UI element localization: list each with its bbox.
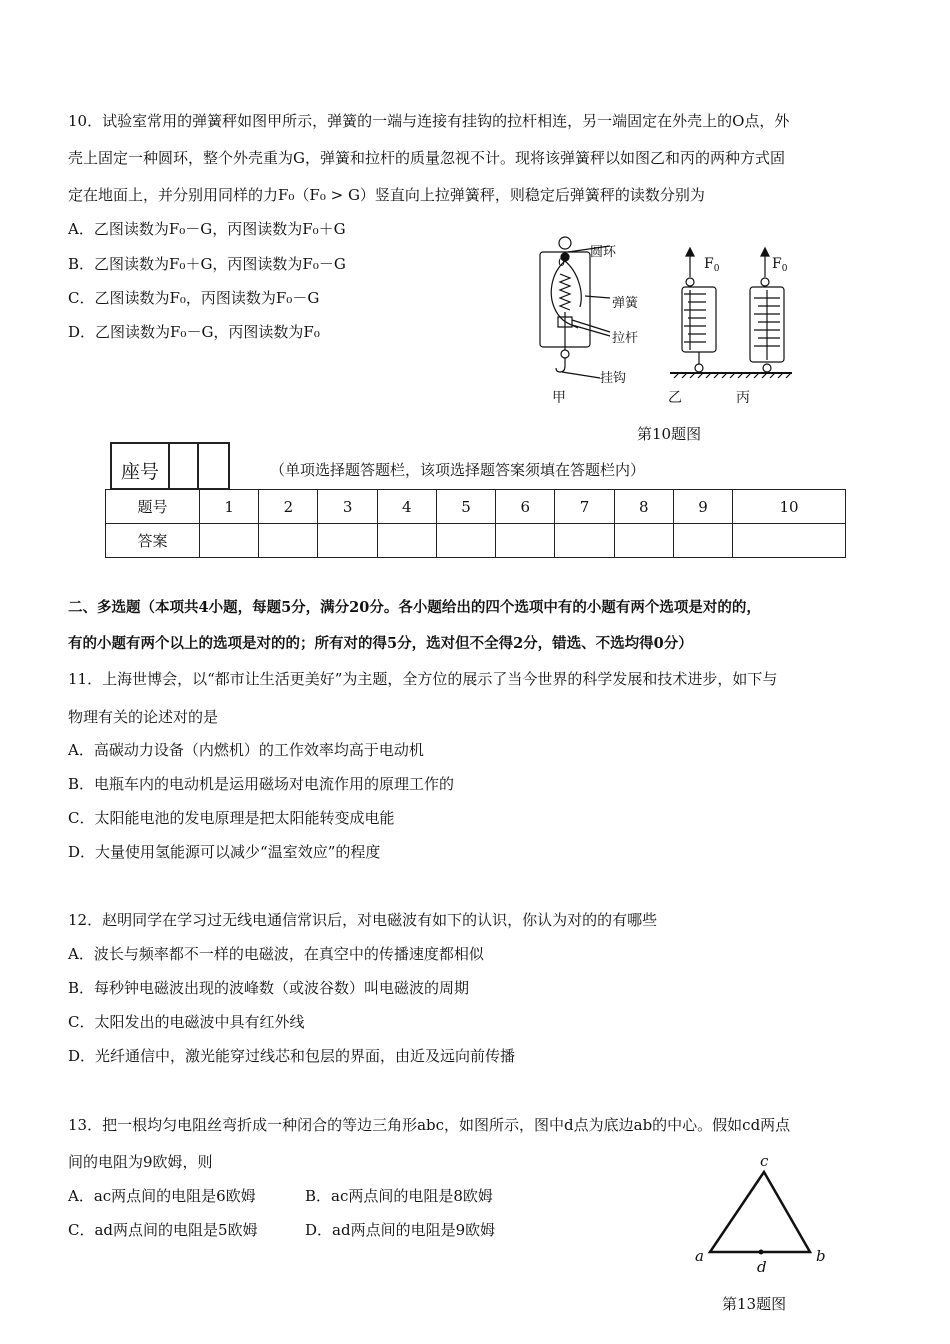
answer-cell[interactable] bbox=[259, 524, 318, 558]
question-number-cell: 3 bbox=[318, 490, 377, 524]
ground-hatch bbox=[670, 373, 792, 378]
triangle-abc bbox=[710, 1172, 810, 1252]
label-spring: 弹簧 bbox=[612, 296, 639, 311]
question-number-cell: 7 bbox=[555, 490, 614, 524]
q10-figure-caption: 第10题图 bbox=[637, 425, 702, 443]
q11-stem-line-2: 物理有关的论述对的是 bbox=[68, 708, 219, 726]
question-number-cell: 10 bbox=[733, 490, 846, 524]
answer-cell[interactable] bbox=[614, 524, 673, 558]
seat-number-box bbox=[110, 442, 230, 490]
point-d-label: d bbox=[757, 1258, 767, 1276]
q12-option-c: C．太阳发出的电磁波中具有红外线 bbox=[68, 1013, 305, 1031]
q11-option-d: D．大量使用氢能源可以减少“温室效应”的程度 bbox=[68, 843, 381, 861]
label-ring: 圆环 bbox=[590, 245, 617, 260]
q10-option-d: D．乙图读数为F₀－G，丙图读数为F₀ bbox=[68, 323, 320, 341]
label-zero: 0 bbox=[558, 256, 565, 269]
question-number-cell: 1 bbox=[200, 490, 259, 524]
force-label-yi: $F_0$ bbox=[704, 256, 720, 274]
q13-option-d: D．ad两点间的电阻是9欧姆 bbox=[305, 1221, 496, 1239]
answer-table bbox=[105, 489, 846, 558]
seat-digit-2[interactable] bbox=[199, 444, 228, 488]
q12-option-b: B．每秒钟电磁波出现的波峰数（或波谷数）叫电磁波的周期 bbox=[68, 979, 470, 997]
table-row bbox=[106, 524, 846, 558]
q10-spring-scale-figure bbox=[530, 232, 810, 412]
row-label-answer: 答案 bbox=[106, 524, 200, 558]
label-yi: 乙 bbox=[668, 390, 682, 406]
answer-cell[interactable] bbox=[377, 524, 436, 558]
answer-sheet-note: （单项选择题答题栏，该项选择题答案须填在答题栏内） bbox=[270, 461, 646, 479]
seat-label: 座号 bbox=[112, 444, 170, 488]
force-label-bing: $F_0$ bbox=[772, 256, 788, 274]
section2-heading-line-1: 二、多选题（本项共4小题，每题5分，满分20分。各小题给出的四个选项中有的小题有两个选项是对的的， bbox=[68, 599, 761, 616]
answer-cell[interactable] bbox=[496, 524, 555, 558]
q12-option-d: D．光纤通信中，激光能穿过线芯和包层的界面，由近及远向前传播 bbox=[68, 1047, 516, 1065]
table-row bbox=[106, 490, 846, 524]
answer-cell[interactable] bbox=[200, 524, 259, 558]
q11-stem-line-1: 11．上海世博会，以“都市让生活更美好”为主题，全方位的展示了当今世界的科学发展和技术进步，如下与 bbox=[68, 670, 778, 688]
q10-stem-line-2: 壳上固定一种圆环，整个外壳重为G，弹簧和拉杆的质量忽视不计。现将该弹簧秤以如图乙和丙的两种方式固 bbox=[68, 149, 785, 167]
q12-stem: 12．赵明同学在学习过无线电通信常识后，对电磁波有如下的认识，你认为对的的有哪些 bbox=[68, 911, 658, 929]
point-d bbox=[759, 1250, 764, 1255]
vertex-b: b bbox=[816, 1247, 826, 1265]
question-number-cell: 5 bbox=[436, 490, 495, 524]
question-number-cell: 4 bbox=[377, 490, 436, 524]
q10-option-c: C．乙图读数为F₀，丙图读数为F₀－G bbox=[68, 289, 320, 307]
q10-option-a: A．乙图读数为F₀－G，丙图读数为F₀＋G bbox=[68, 220, 346, 238]
section2-heading-line-2: 有的小题有两个以上的选项是对的的；所有对的得5分，选对但不全得2分，错选、不选均得0分） bbox=[68, 635, 693, 652]
vertex-a: a bbox=[695, 1247, 704, 1265]
question-number-cell: 2 bbox=[259, 490, 318, 524]
q13-stem-line-1: 13．把一根均匀电阻丝弯折成一种闭合的等边三角形abc，如图所示，图中d点为底边ab的中心。假如cd两点 bbox=[68, 1116, 791, 1134]
answer-cell[interactable] bbox=[673, 524, 732, 558]
label-rod: 拉杆 bbox=[612, 331, 639, 346]
question-number-cell: 6 bbox=[496, 490, 555, 524]
q10-stem-line-3: 定在地面上，并分别用同样的力F₀（F₀ > G）竖直向上拉弹簧秤，则稳定后弹簧秤的读数分别为 bbox=[68, 186, 705, 204]
label-hook: 挂钩 bbox=[600, 371, 627, 386]
vertex-c: c bbox=[760, 1152, 769, 1170]
row-label-number: 题号 bbox=[106, 490, 200, 524]
q11-option-c: C．太阳能电池的发电原理是把太阳能转变成电能 bbox=[68, 809, 395, 827]
q13-triangle-figure bbox=[690, 1150, 840, 1280]
q10-option-b: B．乙图读数为F₀＋G，丙图读数为F₀－G bbox=[68, 255, 346, 273]
question-number-cell: 8 bbox=[614, 490, 673, 524]
question-number-cell: 9 bbox=[673, 490, 732, 524]
label-bing: 丙 bbox=[736, 390, 750, 406]
q13-figure-caption: 第13题图 bbox=[722, 1295, 787, 1313]
answer-cell[interactable] bbox=[436, 524, 495, 558]
q11-option-a: A．高碳动力设备（内燃机）的工作效率均高于电动机 bbox=[68, 741, 424, 759]
label-jia: 甲 bbox=[552, 390, 566, 406]
q13-option-a: A．ac两点间的电阻是6欧姆 bbox=[68, 1187, 256, 1205]
q10-stem-line-1: 10．试验室常用的弹簧秤如图甲所示，弹簧的一端与连接有挂钩的拉杆相连，另一端固定在外壳上的O点，外 bbox=[68, 112, 790, 130]
q13-stem-line-2: 间的电阻为9欧姆，则 bbox=[68, 1153, 213, 1171]
seat-digit-1[interactable] bbox=[170, 444, 199, 488]
q13-option-c: C．ad两点间的电阻是5欧姆 bbox=[68, 1221, 258, 1239]
answer-cell[interactable] bbox=[733, 524, 846, 558]
q13-option-b: B．ac两点间的电阻是8欧姆 bbox=[305, 1187, 493, 1205]
answer-cell[interactable] bbox=[555, 524, 614, 558]
q11-option-b: B．电瓶车内的电动机是运用磁场对电流作用的原理工作的 bbox=[68, 775, 455, 793]
q12-option-a: A．波长与频率都不一样的电磁波，在真空中的传播速度都相似 bbox=[68, 945, 484, 963]
answer-cell[interactable] bbox=[318, 524, 377, 558]
